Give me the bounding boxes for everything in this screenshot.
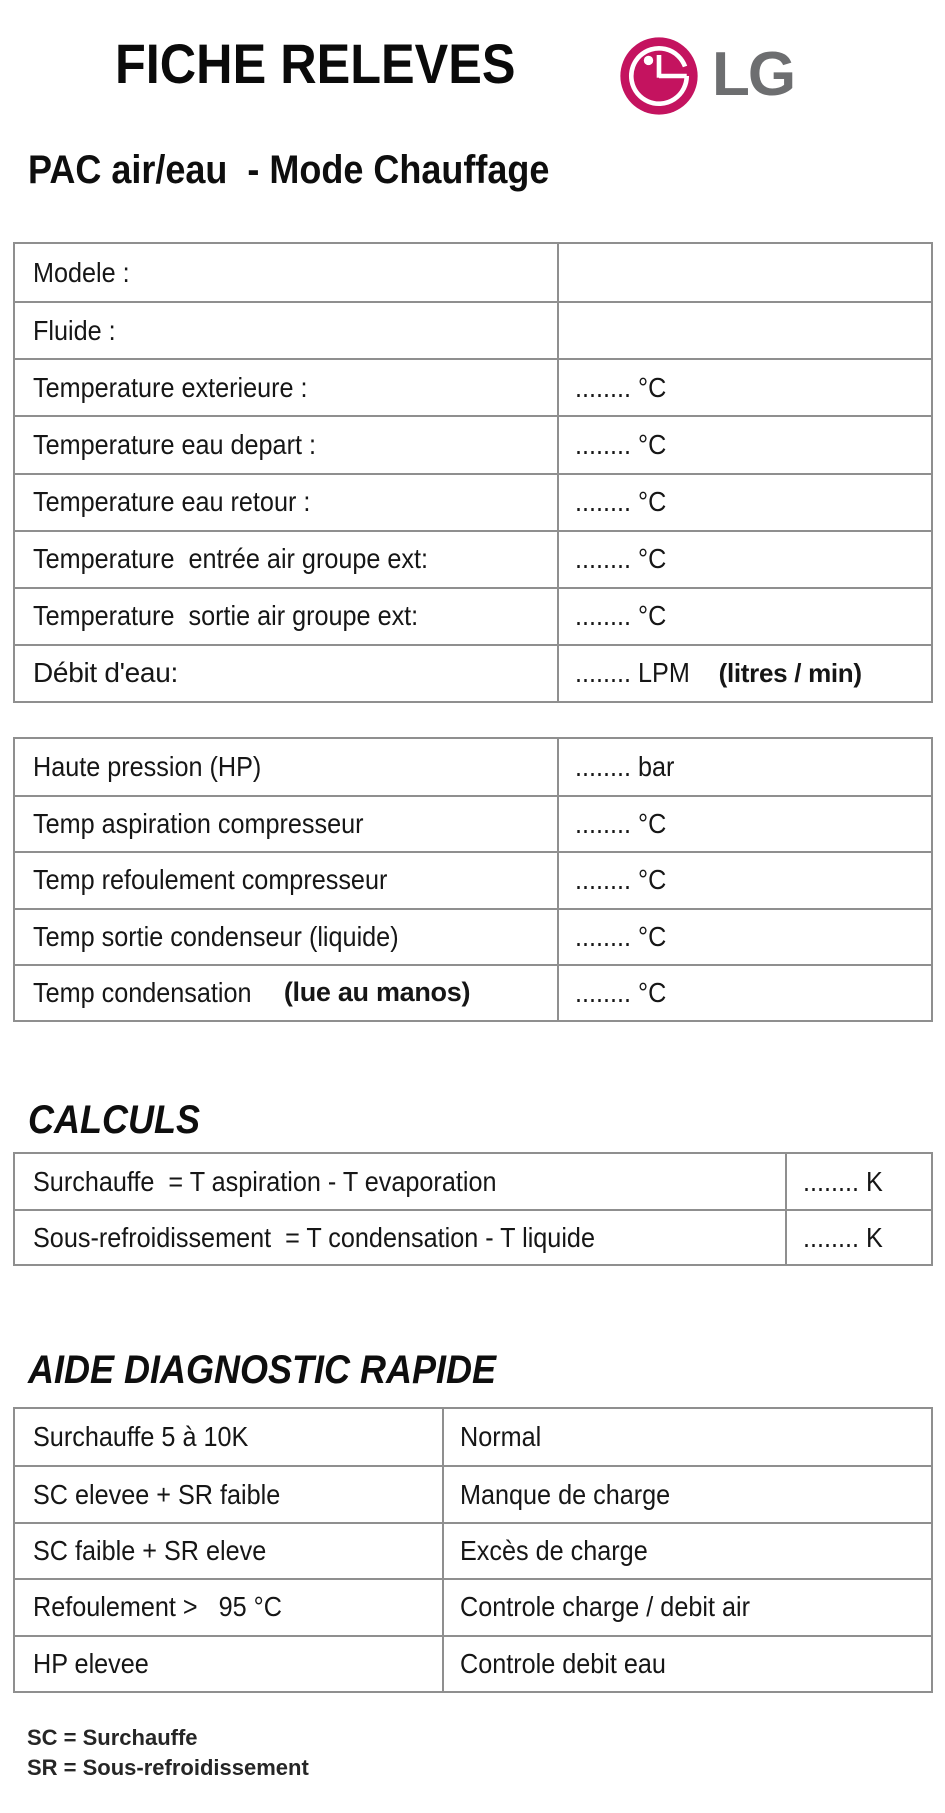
table-row xyxy=(15,851,931,907)
row-value: ........ LPM xyxy=(575,657,690,689)
row-value-cell xyxy=(557,532,931,587)
row-label-cell xyxy=(15,1154,785,1209)
row-label: Surchauffe = T aspiration - T evaporation xyxy=(33,1165,497,1197)
row-label-cell xyxy=(15,966,557,1020)
result: Controle debit eau xyxy=(460,1647,666,1679)
result: Controle charge / debit air xyxy=(460,1591,750,1623)
condition-cell xyxy=(15,1409,442,1465)
row-value-cell xyxy=(557,475,931,530)
diagnostic-heading-text: AIDE DIAGNOSTIC RAPIDE xyxy=(28,1348,497,1392)
footnotes xyxy=(27,1723,309,1783)
row-label-cell xyxy=(15,797,557,851)
row-value: ........ °C xyxy=(575,808,667,840)
row-label: Temperature sortie air groupe ext: xyxy=(33,600,419,632)
row-value-cell xyxy=(557,966,931,1020)
calculs-table xyxy=(13,1152,933,1266)
table-row xyxy=(15,739,931,795)
condition: HP elevee xyxy=(33,1647,149,1679)
row-value: ........ K xyxy=(803,1221,883,1253)
table-row xyxy=(15,587,931,644)
table-row xyxy=(15,1209,931,1264)
table-row xyxy=(15,244,931,301)
result-cell xyxy=(442,1467,931,1521)
lg-logo-icon xyxy=(617,33,701,119)
footnote-sr: SR = Sous-refroidissement xyxy=(27,1754,309,1780)
row-value: ........ °C xyxy=(575,976,667,1008)
row-value-cell xyxy=(785,1211,931,1264)
page-subtitle-text: PAC air/eau - Mode Chauffage xyxy=(28,148,550,192)
footnote-sc: SC = Surchauffe xyxy=(27,1725,198,1750)
row-value-cell xyxy=(557,646,931,701)
row-label: Débit d'eau: xyxy=(33,657,178,689)
condition-cell xyxy=(15,1467,442,1521)
row-value-cell xyxy=(557,910,931,964)
row-label-cell xyxy=(15,532,557,587)
row-value: ........ °C xyxy=(575,543,667,575)
row-value: ........ K xyxy=(803,1165,883,1197)
result-cell xyxy=(442,1524,931,1578)
result-cell xyxy=(442,1580,931,1634)
condition: Surchauffe 5 à 10K xyxy=(33,1421,249,1453)
row-value-cell xyxy=(557,589,931,644)
row-label-cell xyxy=(15,360,557,415)
table-row xyxy=(15,415,931,472)
table-row xyxy=(15,1409,931,1465)
calculs-heading xyxy=(28,1100,219,1140)
row-label-cell xyxy=(15,910,557,964)
result: Normal xyxy=(460,1421,542,1453)
row-value: ........ °C xyxy=(575,600,667,632)
table-row xyxy=(15,795,931,851)
table-row xyxy=(15,964,931,1020)
row-value: ........ °C xyxy=(575,428,667,460)
result-cell xyxy=(442,1637,931,1691)
table-row xyxy=(15,301,931,358)
row-value-note: (litres / min) xyxy=(718,657,862,688)
row-value: ........ °C xyxy=(575,371,667,403)
diagnostic-table xyxy=(13,1407,933,1693)
table-row xyxy=(15,473,931,530)
row-value-cell xyxy=(557,797,931,851)
condition: Refoulement > 95 °C xyxy=(33,1591,282,1623)
row-label-note: (lue au manos) xyxy=(283,977,471,1008)
table-row xyxy=(15,1522,931,1578)
result: Excès de charge xyxy=(460,1534,648,1566)
row-value-cell xyxy=(557,853,931,907)
row-value: ........ °C xyxy=(575,486,667,518)
page-subtitle xyxy=(28,150,607,190)
row-label: Temperature eau depart : xyxy=(33,428,316,460)
lg-wordmark: LG xyxy=(712,40,795,109)
table-row xyxy=(15,1465,931,1521)
table-row xyxy=(15,1635,931,1691)
row-label: Temperature eau retour : xyxy=(33,486,311,518)
condition-cell xyxy=(15,1524,442,1578)
row-label-cell xyxy=(15,417,557,472)
result-cell xyxy=(442,1409,931,1465)
row-label-cell xyxy=(15,244,557,301)
row-label: Temp aspiration compresseur xyxy=(33,808,364,840)
condition-cell xyxy=(15,1637,442,1691)
row-label-cell xyxy=(15,303,557,358)
table-row xyxy=(15,1154,931,1209)
table-row xyxy=(15,358,931,415)
row-label-cell xyxy=(15,1211,785,1264)
condition: SC elevee + SR faible xyxy=(33,1478,281,1510)
row-label-cell xyxy=(15,646,557,701)
table-row xyxy=(15,908,931,964)
row-label: Sous-refroidissement = T condensation - T liquide xyxy=(33,1221,595,1253)
pressure-table xyxy=(13,737,933,1022)
table-row xyxy=(15,1578,931,1634)
row-label: Temperature entrée air groupe ext: xyxy=(33,543,429,575)
calculs-heading-text: CALCULS xyxy=(28,1098,200,1142)
row-label-cell xyxy=(15,589,557,644)
diagnostic-heading xyxy=(28,1350,548,1390)
row-value-cell xyxy=(557,360,931,415)
condition: SC faible + SR eleve xyxy=(33,1534,267,1566)
row-label-cell xyxy=(15,853,557,907)
row-value-cell xyxy=(557,739,931,795)
row-label: Fluide : xyxy=(33,314,116,346)
row-value-cell xyxy=(785,1154,931,1209)
row-label: Temp refoulement compresseur xyxy=(33,864,388,896)
page-title xyxy=(115,32,560,95)
row-label: Temp condensation xyxy=(33,976,252,1008)
row-value: ........ °C xyxy=(575,920,667,952)
row-label-cell xyxy=(15,475,557,530)
result: Manque de charge xyxy=(460,1478,671,1510)
row-label: Temperature exterieure : xyxy=(33,371,308,403)
condition-cell xyxy=(15,1580,442,1634)
row-label-cell xyxy=(15,739,557,795)
row-value: ........ °C xyxy=(575,864,667,896)
row-label: Haute pression (HP) xyxy=(33,751,262,783)
row-value: ........ bar xyxy=(575,751,675,783)
row-label: Modele : xyxy=(33,256,130,288)
table-row xyxy=(15,644,931,701)
page-title-text: FICHE RELEVES xyxy=(115,32,516,95)
row-label: Temp sortie condenseur (liquide) xyxy=(33,920,399,952)
table-row xyxy=(15,530,931,587)
row-value-cell xyxy=(557,303,931,358)
row-value-cell xyxy=(557,417,931,472)
row-value-cell xyxy=(557,244,931,301)
releves-table xyxy=(13,242,933,703)
